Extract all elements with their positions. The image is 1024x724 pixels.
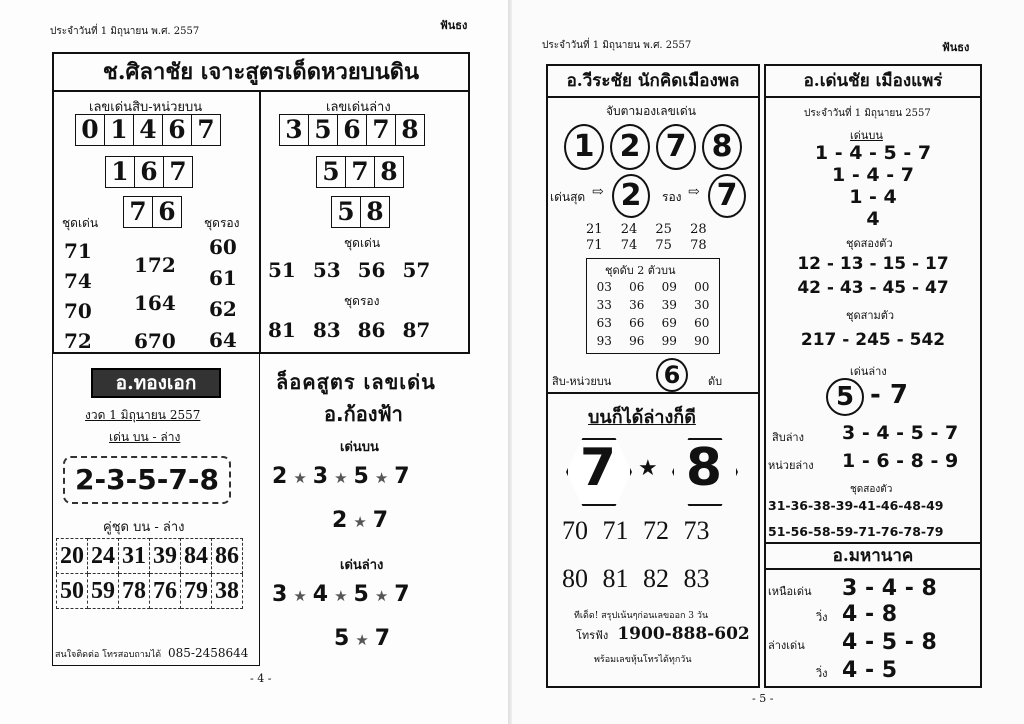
line: 42 - 43 - 45 - 47 <box>797 278 949 298</box>
grid-cell: 31 <box>119 539 150 574</box>
bot-rest: - 7 <box>870 380 908 410</box>
pairs-row1 <box>586 222 707 237</box>
dead-grid <box>587 277 719 351</box>
top-digits-row2 <box>106 156 193 188</box>
dead-grid-box <box>586 258 720 354</box>
num: 82 <box>643 564 669 593</box>
phone-number[interactable]: 085-2458644 <box>168 646 249 660</box>
units-values: 1 - 6 - 8 - 9 <box>842 450 959 472</box>
bottom-label: เลขเด่นล่าง <box>326 100 391 115</box>
arrow-icon: ⇨ <box>592 184 604 200</box>
thongek-box <box>52 354 260 666</box>
tens-suffix: ดับ <box>708 375 723 388</box>
star-icon: ★ <box>374 469 389 487</box>
set-value: 670 <box>134 329 176 353</box>
grid-cell: 06 <box>629 280 645 294</box>
grid-row <box>589 297 717 313</box>
set-value: 172 <box>134 253 176 277</box>
bot-digits-row3 <box>332 196 390 228</box>
two-lines <box>766 252 980 300</box>
num: 70 <box>562 516 588 545</box>
mahanak-box <box>764 544 982 688</box>
num: 2 <box>332 508 348 533</box>
digit: 4 <box>133 114 163 146</box>
grid-cell: 38 <box>212 574 243 609</box>
row1-numbers <box>562 516 710 546</box>
digit: 1 <box>104 114 134 146</box>
watch-label: จับตามองเลขเด่น <box>606 104 696 118</box>
grid-cell: 03 <box>596 280 612 294</box>
grid-cell: 79 <box>181 574 212 609</box>
right-page <box>512 0 1024 724</box>
bot-label: เด่นล่าง <box>850 365 887 378</box>
r2-label: วิ่ง <box>816 611 828 624</box>
set-value: 51 <box>268 258 296 282</box>
bot-alt-label: ชุดรอง <box>344 294 380 308</box>
digit: 7 <box>366 114 396 146</box>
digit: 5 <box>331 196 361 228</box>
footer-text: สนใจติดต่อ โทรสอบถามได้ <box>55 650 162 660</box>
denchai-title: อ.เด่นชัย เมืองแพร่ <box>766 66 980 98</box>
set-value: 53 <box>312 258 341 282</box>
grid-cell: 78 <box>119 574 150 609</box>
digit: 6 <box>152 196 182 228</box>
pair: 74 <box>620 238 638 253</box>
silachai-title: ช.ศิลาชัย เจาะสูตรเด็ดหวยบนดิน <box>54 54 468 92</box>
grid-cell: 39 <box>661 298 677 312</box>
pair: 25 <box>655 222 672 237</box>
sets-line1: 31-36-38-39-41-46-48-49 <box>768 498 944 513</box>
pair: 75 <box>655 238 672 253</box>
bot-row2 <box>334 626 390 651</box>
right-header-brand: ฟันธง <box>942 41 970 54</box>
num: 5 <box>353 582 369 607</box>
digit: 6 <box>162 114 192 146</box>
num: 83 <box>683 564 710 593</box>
top-label: เลขเด่นสิบ-หน่วยบน <box>89 100 203 115</box>
grid-cell: 66 <box>629 316 645 330</box>
set-value: 72 <box>64 329 92 353</box>
digit: 7 <box>123 196 153 228</box>
digit: 8 <box>395 114 425 146</box>
num: 5 <box>334 626 350 651</box>
grid-cell: 90 <box>694 334 710 348</box>
circle-number: 7 <box>656 124 696 170</box>
digit: 6 <box>134 156 164 188</box>
pair: 78 <box>690 238 707 253</box>
num: 7 <box>374 626 391 651</box>
phone-line <box>576 624 750 644</box>
num: 73 <box>683 516 710 545</box>
promo-note: ทีเด็ด! สรุปเน้นๆก่อนเลขออก 3 วัน <box>574 611 709 621</box>
top-row1 <box>272 464 410 489</box>
set-value: 74 <box>64 269 92 293</box>
set-alt-label: ชุดรอง <box>204 216 240 230</box>
kongfa-title1: ล็อคสูตร เลขเด่น <box>276 370 436 394</box>
set-col1 <box>64 236 92 356</box>
num: 81 <box>602 564 629 593</box>
digit: 7 <box>345 156 375 188</box>
circle-number: 2 <box>610 124 650 170</box>
grid-cell: 63 <box>596 316 612 330</box>
pairs-label: คู่ชุด บน - ล่าง <box>103 520 185 535</box>
star-icon: ★ <box>293 469 307 487</box>
num: 7 <box>394 582 410 607</box>
num: 71 <box>602 516 629 545</box>
pair: 21 <box>586 222 603 237</box>
left-header-brand: ฟันธง <box>440 19 468 32</box>
grid-cell: 59 <box>88 574 119 609</box>
top-lines <box>766 142 980 230</box>
r2-values: 4 - 8 <box>842 602 898 627</box>
set-value: 62 <box>209 297 237 321</box>
draw-date: งวด 1 มิถุนายน 2557 <box>85 408 201 422</box>
sets-line2: 51-56-58-59-71-76-78-79 <box>768 524 944 539</box>
digit: 0 <box>75 114 105 146</box>
set-value: 83 <box>312 318 341 342</box>
top-row2 <box>332 508 388 533</box>
weerachai-box <box>546 64 760 394</box>
denchai-date: ประจำวันที่ 1 มิถุนายน 2557 <box>804 108 931 119</box>
sub-label: เด่น บน - ล่าง <box>109 430 181 444</box>
num: 72 <box>643 516 669 545</box>
digit: 8 <box>374 156 404 188</box>
tens-label: สิบล่าง <box>772 431 804 444</box>
line: 12 - 13 - 15 - 17 <box>797 254 949 274</box>
sets-label: ชุดสองตัว <box>850 484 893 495</box>
set-value: 57 <box>402 258 431 282</box>
grid-cell: 50 <box>57 574 88 609</box>
grid-cell: 00 <box>694 280 710 294</box>
top-digits-row1 <box>76 114 221 146</box>
num: 2 <box>272 464 288 489</box>
bot-alt-values <box>268 318 430 342</box>
set-value: 87 <box>402 318 431 342</box>
line: 1 - 4 - 5 - 7 <box>814 142 932 164</box>
bot-main-values <box>268 258 430 282</box>
set-col2 <box>134 246 176 360</box>
right-big-number: 8 <box>685 438 723 498</box>
grid-cell: 30 <box>694 298 710 312</box>
thongek-title: อ.ทองเอก <box>91 368 221 398</box>
top-label: เด่นบน <box>850 129 883 142</box>
three-line: 217 - 245 - 542 <box>800 330 946 350</box>
num: 7 <box>372 508 389 533</box>
silachai-box <box>52 52 470 354</box>
grid-row <box>589 279 717 295</box>
grid-cell: 86 <box>212 539 243 574</box>
set-value: 81 <box>268 318 296 342</box>
lead-number: 2 <box>612 174 650 218</box>
kongfa-title2: อ.ก้องฟ้า <box>324 402 403 426</box>
num: 3 <box>312 464 329 489</box>
alt-label: รอง <box>662 190 682 204</box>
three-label: ชุดสามตัว <box>846 309 895 322</box>
two-label: ชุดสองตัว <box>846 237 893 250</box>
grid-cell: 60 <box>694 316 710 330</box>
promo-note2: พร้อมเลขหุ้นโทรได้ทุกวัน <box>594 655 692 665</box>
num: 4 <box>312 582 329 607</box>
num: 80 <box>562 564 588 593</box>
grid-cell: 99 <box>661 334 677 348</box>
bonkodai-box <box>546 394 760 688</box>
digit: 6 <box>337 114 367 146</box>
star-icon: ★ <box>374 587 389 605</box>
denchai-box <box>764 64 982 544</box>
pair: 28 <box>690 222 707 237</box>
page-number: - 4 - <box>250 672 272 685</box>
set-value: 60 <box>209 235 237 259</box>
grid-cell: 69 <box>661 316 677 330</box>
star-icon: ★ <box>353 513 367 531</box>
phone-label: โทรฟัง <box>576 629 609 642</box>
line: 4 <box>866 208 880 230</box>
page-number: - 5 - <box>752 692 774 705</box>
bot-label: เด่นล่าง <box>340 558 384 573</box>
pairs-grid <box>56 538 243 609</box>
pair: 24 <box>620 222 638 237</box>
r4-values: 4 - 5 <box>842 658 898 683</box>
tens-label: สิบ-หน่วยบน <box>552 375 612 388</box>
digit: 7 <box>163 156 193 188</box>
r3-values: 4 - 5 - 8 <box>842 630 937 655</box>
r3-label: ล่างเด่น <box>768 639 805 652</box>
num: 5 <box>353 464 369 489</box>
grid-label: ชุดดับ 2 ตัวบน <box>605 264 676 277</box>
set-main-label: ชุดเด่น <box>62 216 99 230</box>
grid-cell: 33 <box>596 298 612 312</box>
digit: 5 <box>316 156 346 188</box>
digit: 8 <box>360 196 390 228</box>
digit: 3 <box>279 114 309 146</box>
grid-cell: 36 <box>629 298 645 312</box>
grid-cell: 76 <box>150 574 181 609</box>
grid-cell: 20 <box>57 539 88 574</box>
circle-number: 1 <box>564 124 604 170</box>
set-value: 70 <box>64 299 92 323</box>
mahanak-title: อ.มหานาค <box>766 544 980 570</box>
grid-cell: 93 <box>596 334 612 348</box>
grid-row <box>57 574 243 609</box>
digit: 5 <box>308 114 338 146</box>
lead-label: เด่นสุด <box>550 190 586 204</box>
main-numbers: 2-3-5-7-8 <box>63 456 231 504</box>
right-header-date: ประจำวันที่ 1 มิถุนายน พ.ศ. 2557 <box>542 40 692 51</box>
tens-number: 6 <box>656 358 688 392</box>
bot-digits-row2 <box>317 156 404 188</box>
tens-values: 3 - 4 - 5 - 7 <box>842 422 959 444</box>
num: 7 <box>394 464 410 489</box>
row2-numbers <box>562 564 710 594</box>
top-digits-row3 <box>124 196 182 228</box>
phone-number[interactable]: 1900-888-602 <box>617 624 750 644</box>
digit: 7 <box>191 114 221 146</box>
line: 1 - 4 - 7 <box>832 164 914 186</box>
pair: 71 <box>586 238 603 253</box>
r1-label: เหนือเด่น <box>768 585 812 598</box>
bot-row1 <box>272 582 410 607</box>
digit: 1 <box>105 156 135 188</box>
grid-cell: 84 <box>181 539 212 574</box>
left-big-number: 7 <box>579 438 617 498</box>
num: 3 <box>272 582 288 607</box>
pairs-row2 <box>586 238 707 253</box>
alt-number: 7 <box>708 174 746 218</box>
footer-contact <box>55 646 248 661</box>
weerachai-title: อ.วีระชัย นักคิดเมืองพล <box>548 66 758 98</box>
grid-cell: 96 <box>629 334 645 348</box>
left-header-date: ประจำวันที่ 1 มิถุนายน พ.ศ. 2557 <box>50 26 200 37</box>
divider <box>259 90 261 352</box>
units-label: หน่วยล่าง <box>768 459 814 472</box>
set-value: 56 <box>357 258 386 282</box>
star-icon: ★ <box>293 587 307 605</box>
set-value: 86 <box>357 318 386 342</box>
grid-row <box>57 539 243 574</box>
set-value: 61 <box>209 266 237 290</box>
set-value: 164 <box>134 291 176 315</box>
top-label: เด่นบน <box>340 440 379 455</box>
bot-circle: 5 <box>826 378 864 416</box>
set-value: 64 <box>209 328 237 352</box>
star-icon: ★ <box>334 469 348 487</box>
r4-label: วิ่ง <box>816 667 828 680</box>
kongfa-box <box>262 354 470 666</box>
line: 1 - 4 <box>849 186 897 208</box>
star-icon: ★ <box>638 456 658 481</box>
bot-digits-row1 <box>280 114 425 146</box>
grid-row <box>589 333 717 349</box>
star-icon: ★ <box>355 631 369 649</box>
set-value: 71 <box>64 239 92 263</box>
star-icon: ★ <box>334 587 348 605</box>
bonkodai-title: บนก็ได้ล่างก็ดี <box>588 407 696 428</box>
grid-cell: 39 <box>150 539 181 574</box>
arrow-icon: ⇨ <box>688 184 700 200</box>
grid-cell: 09 <box>661 280 677 294</box>
grid-cell: 24 <box>88 539 119 574</box>
set-col3 <box>209 232 237 356</box>
r1-values: 3 - 4 - 8 <box>842 576 937 601</box>
circle-number: 8 <box>702 124 742 170</box>
bot-main-label: ชุดเด่น <box>344 236 381 250</box>
grid-row <box>589 315 717 331</box>
